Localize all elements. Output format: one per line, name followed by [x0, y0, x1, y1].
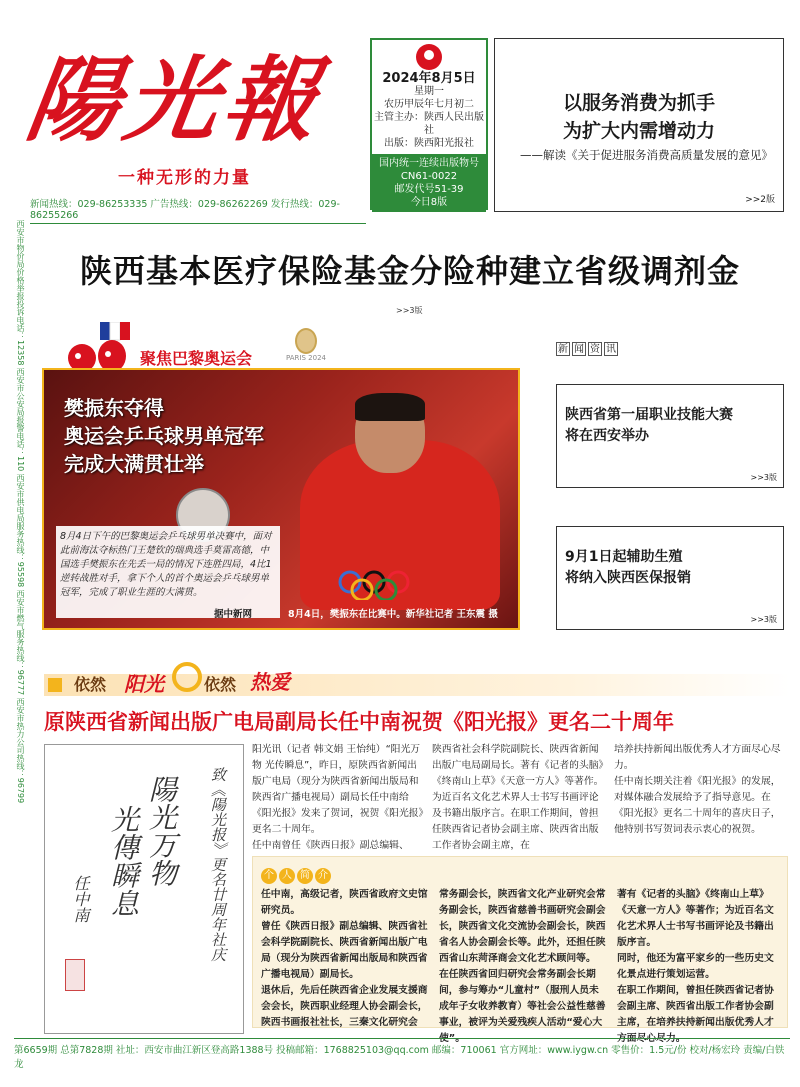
issue-date: 2024年8月5日	[382, 71, 476, 86]
banner-text-b: 阳光	[124, 672, 164, 696]
post-code: 邮发代号51-39	[394, 184, 464, 195]
news-item-line1: 9月1日起辅助生殖	[565, 549, 683, 565]
publication-numbers	[372, 154, 486, 212]
feature-title[interactable]	[64, 394, 344, 478]
banner-text-d: 热爱	[250, 670, 290, 694]
sun-icon	[172, 662, 202, 692]
profile-label-char: 介	[315, 868, 331, 884]
calligraphy-image	[44, 744, 244, 1034]
issue-info-box	[370, 38, 488, 210]
calligraphy-line2: 光傳瞬息	[107, 805, 140, 917]
banner-text-c: 依然	[204, 675, 237, 694]
sun-logo-icon	[416, 44, 442, 70]
vertical-hotlines: 西安市物价局价格举报投诉电话：12358 西安市公安局报警电话：110 西安市供电局服务热线：95598 西安市燃气服务热线：96777 西安市热力公司热线：96799	[16, 220, 25, 804]
news-item-line2: 将在西安举办	[565, 428, 649, 444]
top-story-title	[495, 89, 783, 145]
slogan: 一种无形的力量	[118, 168, 251, 188]
calligraphy-line1: 陽光万物	[145, 775, 178, 887]
article-col1: 阳光讯（记者 韩文娟 王怡纯）“阳光万物 光传瞬息”，昨日，原陕西省新闻出版广电局（现分为陕西省新闻出版局和陕西省广播电视局）副局长任中南给《阳光报》发来了贺词，祝贺《阳光报》更名二十周年。 任中南曾任《陕西日报》副总编辑、	[252, 744, 424, 851]
top-story-title-line2: 为扩大内需增动力	[562, 120, 715, 142]
cn-number: CN61-0022	[400, 171, 458, 182]
news-item-line2: 将纳入陕西医保报销	[565, 570, 691, 586]
mascot-flag-icon	[64, 322, 136, 374]
profile-col1: 任中南，高级记者，陕西省政府文史馆研究员。 曾任《陕西日报》副总编辑、陕西省社会科学院副院长、陕西省新闻出版广电局（现分为陕西省新闻出版局和陕西省广播电视局）副局长。 退休后，先后任陕西省企业发展支援商会会长，陕西职业经理人协会副会长，陕西书画报社社长，三秦文化研究会	[261, 889, 428, 1028]
news-item-page-ref[interactable]: >>3版	[750, 615, 777, 624]
top-story-page-ref[interactable]: >>2版	[745, 195, 775, 205]
paris-emblem-icon	[295, 328, 317, 354]
feature-body: 8月4日下午的巴黎奥运会乒乓球男单决赛中，面对此前海汰夺标热门王楚钦的瑞典选手莫雷高德，中国选手樊振东在先丢一局的情况下连胜四局，4比1逆转战胜对手，拿下个人的首个奥运会乒乓球男单冠军，完成了职业生涯的大满贯。	[60, 531, 272, 598]
square-bullet-icon	[48, 678, 62, 692]
feature-source: 据中新网	[214, 609, 253, 620]
profile-col2: 常务副会长，陕西省文化产业研究会常务副会长，陕西省慈善书画研究会副会长，陕西省文化交流协会副会长，陕西省名人协会副会长等。此外，还担任陕西省山东菏泽商会文化艺术顾问等。 在任陕西省回归研究会常务副会长期间，参与筹办“儿童村”（服刑人员未成年子女收养教育）等社会公益性慈善事业，被评为关爱残疾人活动“爱心大使”。	[439, 889, 606, 1044]
profile-label-char: 简	[297, 868, 313, 884]
news-item-page-ref[interactable]: >>3版	[750, 473, 777, 482]
calligraphy-dedication: 致《陽光报》更名廿周年社庆	[209, 767, 227, 962]
player-hair	[355, 393, 425, 421]
footer-bar: 第6659期 总第7828期 社址：西安市曲江新区登高路1388号 投稿邮箱：1768825103@qq.com 邮编：710061 官方网址：www.iygw.cn 零售价：1.5元/份 校对/杨宏玲 责编/白铁龙	[14, 1038, 790, 1070]
calligraphy-signature: 任中南	[71, 875, 90, 923]
profile-label	[261, 863, 333, 879]
top-story-title-line1: 以服务消费为抓手	[562, 92, 715, 114]
publisher: 出版：陕西阳光报社	[384, 138, 474, 149]
feature-title-line2: 奥运会乒乓球男单冠军	[64, 424, 264, 448]
article-col3: 培养扶持新闻出版优秀人才方面尽心尽力。 任中南长期关注着《阳光报》的发展，对媒体融合发展给予了指导意见。在《阳光报》更名二十周年的喜庆日子，他特别书写贺词表示衷心的祝贺。	[614, 744, 781, 835]
news-label-char: 资	[590, 344, 600, 355]
photo-caption: 8月4日，樊振东在比赛中。新华社记者 王东震 摄	[288, 609, 498, 620]
news-item[interactable]	[556, 526, 784, 630]
newspaper-logo: 陽光報	[20, 46, 330, 154]
article-col2: 陕西省社会科学院副院长、陕西省新闻出版广电局副局长。著有《记者的头脑》《终南山上草》《天意一方人》等著作。为近百名文化艺术界人士书写书画评论及书籍出版序言。在职工作期间，曾担任陕西省记者协会副主席、陕西省出版工作者协会副主席，在	[432, 744, 604, 851]
feature-title-line3: 完成大满贯壮举	[64, 452, 204, 476]
sponsor: 主管主办：陕西人民出版社	[374, 112, 484, 136]
feature-title-line1: 樊振东夺得	[64, 396, 164, 420]
profile-box	[252, 856, 788, 1044]
news-item[interactable]	[556, 384, 784, 488]
top-story-subtitle: ——解读《关于促进服务消费高质量发展的意见》	[520, 148, 773, 162]
section2-title[interactable]: 原陕西省新闻出版广电局副局长任中南祝贺《阳光报》更名二十周年	[44, 710, 674, 734]
news-item-title	[557, 527, 783, 589]
profile-label-char: 人	[279, 868, 295, 884]
seal-stamp-icon	[65, 959, 85, 991]
profile-col3: 著有《记者的头脑》《终南山上草》《天意一方人》等著作；为近百名文化艺术界人士书写书画评论及书籍出版序言。 同时，他还为富平家乡的一些历史文化景点进行策划运营。 在职工作期间，曾担任陕西省记者协会副主席、陕西省出版工作者协会副主席，在培养扶持新闻出版优秀人才方面尽心尽力。	[617, 889, 774, 1044]
top-story-box[interactable]	[494, 38, 784, 212]
page-count: 今日8版	[410, 197, 448, 208]
banner-text-a: 依然	[74, 675, 107, 694]
olympic-rings-icon	[330, 570, 470, 600]
profile-label-char: 个	[261, 868, 277, 884]
main-headline[interactable]: 陕西基本医疗保险基金分险种建立省级调剂金	[79, 252, 740, 290]
news-item-title	[557, 385, 783, 447]
hotline-bar: 新闻热线：029-86253335 广告热线：029-86262269 发行热线：029-86255266	[30, 196, 366, 224]
weekday: 星期一	[414, 86, 444, 97]
headline-page-ref[interactable]: >>3版	[396, 306, 423, 315]
paris-2024-logo	[280, 328, 332, 368]
news-item-line1: 陕西省第一届职业技能大赛	[565, 407, 733, 423]
cn-label: 国内统一连续出版物号	[379, 158, 479, 169]
news-label	[556, 342, 620, 356]
section-banner	[44, 668, 790, 702]
news-label-char: 新	[558, 344, 568, 355]
lunar-date: 农历甲辰年七月初二	[384, 99, 474, 110]
news-label-char: 闻	[574, 344, 584, 355]
feature-banner: 聚焦巴黎奥运会	[140, 349, 253, 368]
news-label-char: 讯	[606, 344, 616, 355]
paris-label: PARIS 2024	[286, 354, 326, 362]
